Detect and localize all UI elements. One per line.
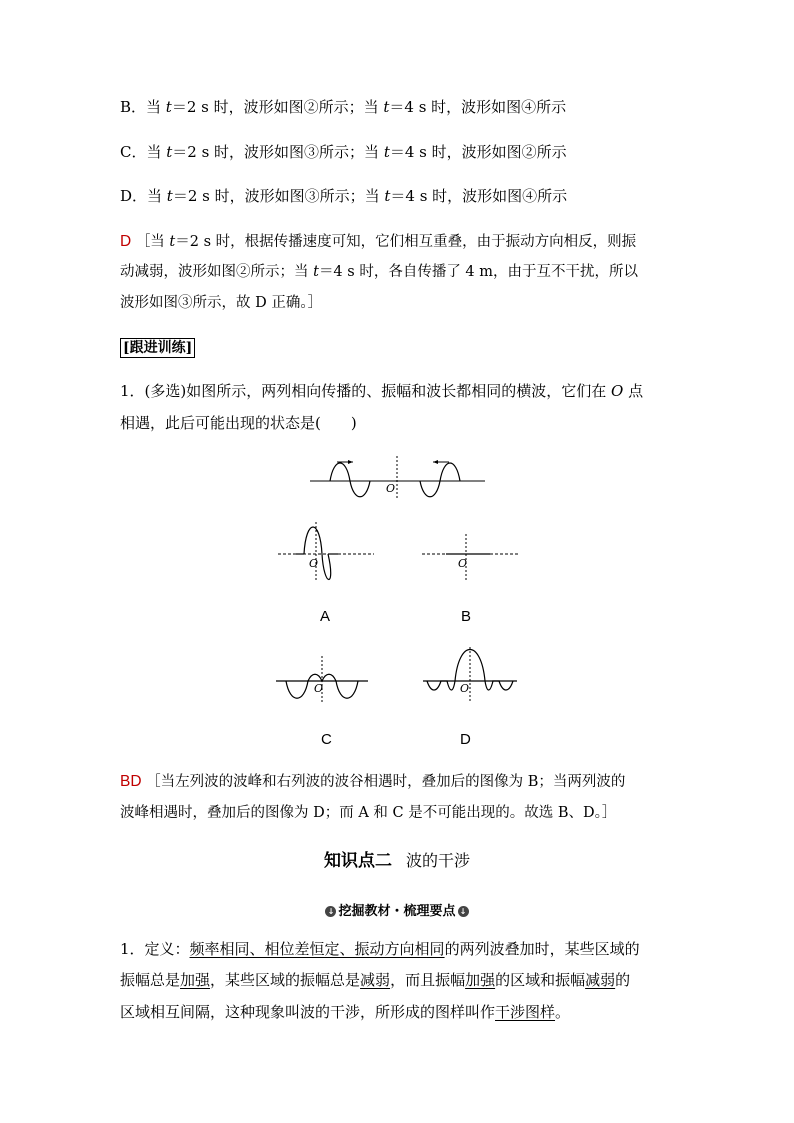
answer-2-line-1 <box>120 772 625 792</box>
option-c-label: C <box>321 731 332 748</box>
definition-text-6: 的区域和振幅 <box>495 971 586 989</box>
question-text-2: 点 <box>623 382 644 400</box>
banner-text: 挖掘教材・梳理要点 <box>338 904 456 919</box>
follow-up-training-tag: [跟进训练] <box>120 338 195 358</box>
definition-text-8: 区域相互间隔，这种现象叫波的干涉，所形成的图样叫作 <box>120 1003 496 1021</box>
answer-1-line-3 <box>120 293 322 313</box>
option-b-label: B <box>461 608 472 625</box>
option-c-var-2: t <box>383 143 390 161</box>
option-b-var-2: t <box>383 98 390 116</box>
answer-1-var-1: t <box>169 234 176 250</box>
section-heading <box>0 846 794 871</box>
definition-line-1 <box>120 939 640 959</box>
option-c-var-1: t <box>166 143 173 161</box>
definition-text-9: 。 <box>555 1003 571 1021</box>
question-text-1: 1．(多选)如图所示，两列相向传播的、振幅和波长都相同的横波，它们在 <box>120 382 612 400</box>
answer-1-text-3: 动减弱，波形如图②所示；当 <box>120 264 314 280</box>
banner <box>0 900 794 919</box>
definition-text-7: 的 <box>615 971 631 989</box>
option-b-origin-label: O <box>458 557 468 570</box>
definition-line-3 <box>120 1002 570 1022</box>
chevron-down-icon: ↓ <box>325 906 336 917</box>
question-line-2 <box>120 413 357 433</box>
answer-2-letters: BD <box>120 773 142 790</box>
definition-line-2 <box>120 970 630 990</box>
definition-underline-4: 加强 <box>465 971 496 989</box>
option-a-label: A <box>320 608 331 625</box>
option-b-figure <box>420 520 520 585</box>
option-a-origin-label: O <box>309 557 319 570</box>
answer-1-text-5: 波形如图③所示，故 D 正确。］ <box>120 295 323 311</box>
option-c-text-1: C．当 <box>120 143 167 161</box>
definition-text-4: ，某些区域的振幅总是 <box>210 971 361 989</box>
definition-underline-1: 频率相同、相位差恒定、振动方向相同 <box>189 940 445 958</box>
option-c-text-2: ＝2 s 时，波形如图③所示；当 <box>172 143 384 161</box>
answer-1-text-1: ［当 <box>135 234 170 250</box>
definition-underline-5: 减弱 <box>585 971 616 989</box>
definition-text-2: 的两列波叠加时，某些区域的 <box>444 940 640 958</box>
option-b-var-1: t <box>165 98 172 116</box>
answer-2-line-2 <box>120 803 616 823</box>
option-d-text-1: D．当 <box>120 187 167 205</box>
option-b-text-3: ＝4 s 时，波形如图④所示 <box>389 98 567 116</box>
answer-2-text-2: 波峰相遇时，叠加后的图像为 D；而 A 和 C 是不可能出现的。故选 B、D。］ <box>120 805 617 821</box>
definition-underline-3: 减弱 <box>360 971 391 989</box>
option-c <box>120 142 567 162</box>
answer-1-text-4: ＝4 s 时，各自传播了 4 m，由于互不干扰，所以 <box>318 264 639 280</box>
option-d-figure <box>419 645 521 705</box>
option-b-text-2: ＝2 s 时，波形如图②所示；当 <box>171 98 384 116</box>
definition-underline-6: 干涉图样 <box>495 1003 556 1021</box>
section-title: 知识点二 <box>323 851 392 871</box>
answer-1-var-2: t <box>313 264 319 280</box>
option-c-origin-label: O <box>314 682 324 695</box>
answer-2-text-1: ［当左列波的波峰和右列波的波谷相遇时，叠加后的图像为 B；当两列波的 <box>146 774 626 790</box>
option-d-origin-label: O <box>460 682 470 695</box>
answer-1-text-2: ＝2 s 时，根据传播速度可知，它们相互重叠，由于振动方向相反，则振 <box>175 234 637 250</box>
question-line-1 <box>120 381 643 401</box>
definition-text-1: 1．定义： <box>120 940 190 958</box>
option-d-text-2: ＝2 s 时，波形如图③所示；当 <box>172 187 385 205</box>
option-b <box>120 97 566 117</box>
answer-1-line-1 <box>120 232 636 252</box>
option-d-label: D <box>460 731 471 748</box>
question-text-3: 相遇，此后可能出现的状态是( ) <box>120 414 357 432</box>
option-d-text-3: ＝4 s 时，波形如图④所示 <box>390 187 568 205</box>
option-c-text-3: ＝4 s 时，波形如图②所示 <box>389 143 567 161</box>
question-var-o: O <box>611 382 624 400</box>
option-c-figure <box>272 650 372 705</box>
option-b-text-1: B．当 <box>120 98 166 116</box>
definition-text-5: ，而且振幅 <box>390 971 466 989</box>
answer-1-line-2 <box>120 262 638 282</box>
definition-text-3: 振幅总是 <box>120 971 181 989</box>
definition-underline-2: 加强 <box>180 971 211 989</box>
chevron-down-icon: ↓ <box>458 906 469 917</box>
section-subtitle: 波的干涉 <box>405 851 470 870</box>
option-a-figure <box>276 520 376 585</box>
main-origin-label: O <box>386 482 396 495</box>
answer-1-letter: D <box>120 233 132 250</box>
option-d-var-1: t <box>166 187 173 205</box>
option-d-var-2: t <box>384 187 391 205</box>
main-wave-figure <box>305 452 490 502</box>
option-d <box>120 186 567 206</box>
